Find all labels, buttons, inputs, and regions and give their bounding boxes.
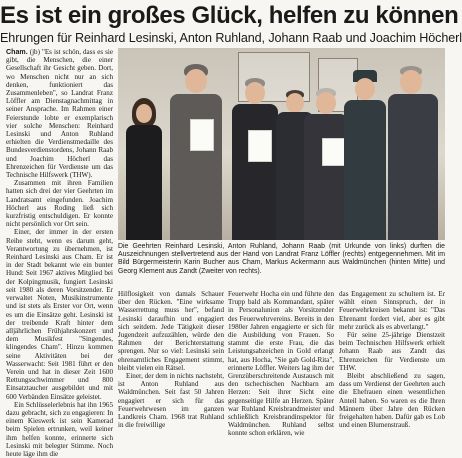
paragraph-1 (6, 48, 113, 179)
paragraph: Einer, der dem in nichts nachsteht, ist Anton Ruhland aus Waldmünchen. Seit fast 50 Jahren engagiert er sich für das Feuerwehrwesen im ganzen Landkreis Cham. 1968 trat Ruhland in die freiwillige (118, 372, 225, 430)
paragraph: Für seine 25-jährige Dienstzeit beim Technischen Hilfswerk erhielt Johann Raab aus Zandt das Ehrenzeichen für Verdienste um THW. (339, 331, 445, 372)
paragraph: das Engagement zu schultern ist. Er wählt einen Sinnspruch, der in Feuerwehrkreisen bekannt ist: "Das Ehrenamt fordert viel, aber es gibt mehr zurück als es abverlangt." (339, 290, 445, 331)
dateline: Cham. (6, 48, 28, 56)
paragraph: Hilflosigkeit von damals Schauer über den Rücken. "Eine wirksame Wasserrettung muss her", befand Lesinski daraufhin und engagiert sich seitdem. Jede Tätigkeit dieser Jugendzeit aufzuzählen, würde den Rahmen der Berichterstattung sprengen. Nur so viel: Lesinski sein ehrenamtliches Engagement stimmt, bleibt vielen ein Rätsel. (118, 290, 224, 372)
article-column-2 (118, 290, 225, 430)
paragraph-3: Einer, der immer in der ersten Reihe steht, wenn es darum geht, Verantwortung zu übernehmen, ist Reinhard Lesinski aus Cham. Er ist in der Stadt bekannt wie ein bunter Hund: Seit 1967 aktives Mitglied bei der Kolpingmusik, fungiert Lesinski seit 1980 als deren Vorsitzender. Er verwaltet Noten, Musikinstrumente und ist stets als Erster vor Ort, wenn es um die Einsätze geht. Lesinski ist der treibende Kraft hinter dem alljährlichen Frühjahrskonzert und dem Musikfest "Singendes, klingendes Cham". Hinzu kommen seine Aktivitäten bei der Wasserwacht: Seit 1981 führt er den Verein und hat in dieser Zeit 1600 Rettungsschwimmer und 800 Einsatztaucher ausgebildet und mit 600 Verbänden Einsätze geleistet. (6, 228, 113, 401)
paragraph: Feuerwehr Hocha ein und führte den Trupp bald als Kommandant, später in Personalunion als Vorsitzender des Feuerwehrvereins. Bereits in den 1980er Jahren engagierte er sich für die Ausbildung von Frauen. So stammt die erste Frau, die das Leistungsabzeichen in Gold erlangt hat, aus Hocha, "Sie gab Gold-Rita", erinnerte Löffler. Weiters lag ihm der Grenzüberschreitende Austausch mit den tschechischen Nachbarn am Herzen: Seit ihrer Sicht eine gegenseitige Hilfe an Herzen. Später war Ruhland Kreisbrandmeister und schließlich Kreisbrandinspektor für Waldmünchen. Ruhland selbst konnte schon erklären, wie (228, 290, 334, 438)
group-photo (118, 48, 445, 240)
paragraph: Bleibt abschließend zu sagen, dass um Verdienst der Geehrten auch die Ehefrauen einen wesentlichen Anteil haben. So waren es die Ihren Männern über Jahre den Rücken freigehalten haben. Dafür gab es Lob und einen Blumenstrauß. (339, 372, 445, 430)
certificate-document (322, 138, 346, 166)
headline: Es ist ein großes Glück, helfen zu können (0, 2, 459, 29)
certificate-document (248, 130, 272, 162)
article-column-4 (339, 290, 445, 430)
paragraph-2: Zusammen mit ihren Familien hatten sich drei der vier Geehrten im Landratsamt eingefunden. Joachim Höcherl aus Roding ließ sich kurzfristig entschuldigen. Er konnte nicht persönlich vor Ort sein. (6, 179, 113, 229)
photo-caption: Die Geehrten Reinhard Lesinski, Anton Ruhland, Johann Raab (mit Urkunde von links) durften die Auszeichnungen stellvertretend aus der Hand von Landrat Franz Löffler (rechts) entgegennehmen. Mit im Bild Bürgermeisterin Karin Bucher aus Cham, Markus Ackermann aus Waldmünchen (hinten Mitte) und Georg Klement aus Zandt (Zweiter von rechts). (118, 243, 445, 275)
paragraph-4: Ein Schlüsselerlebnis hat ihn 1965 dazu gebracht, sich zu engagieren: In einem Kieswerk ist sein Kamerad beim Spielen ertrunken, weil keiner ihm helfen konnte, erinnerte sich Lesinski mit belegter Stimme. Noch heute läge ihm die (6, 400, 113, 458)
article-column-3 (228, 290, 334, 438)
subheadline: Ehrungen für Reinhard Lesinski, Anton Ruhland, Johann Raab und Joachim Höcherl (0, 31, 462, 45)
certificate-document (190, 119, 214, 151)
paragraph-1-text: (jb) "Es ist schön, dass es sie gibt, die Menschen, die einer Gesellschaft ihr Gesicht geben. Dort, wo Menschen nicht nur an sich denken, funktioniert das Zusammenleben", so Landrat Franz Löffler am Dienstagnachmittag in seiner Ansprache. Im Rahmen einer Feierstunde lobte er exemplarisch vier solche Menschen: Reinhard Lesinski und Anton Ruhland erhielten die Verdienstmedaille des Bundesverdienstordens, Johann Raab und Joachim Höcherl das Ehrenzeichen für Verdienste um das Technische Hilfswerk (THW). (6, 48, 113, 180)
article-column-1 (6, 48, 113, 458)
